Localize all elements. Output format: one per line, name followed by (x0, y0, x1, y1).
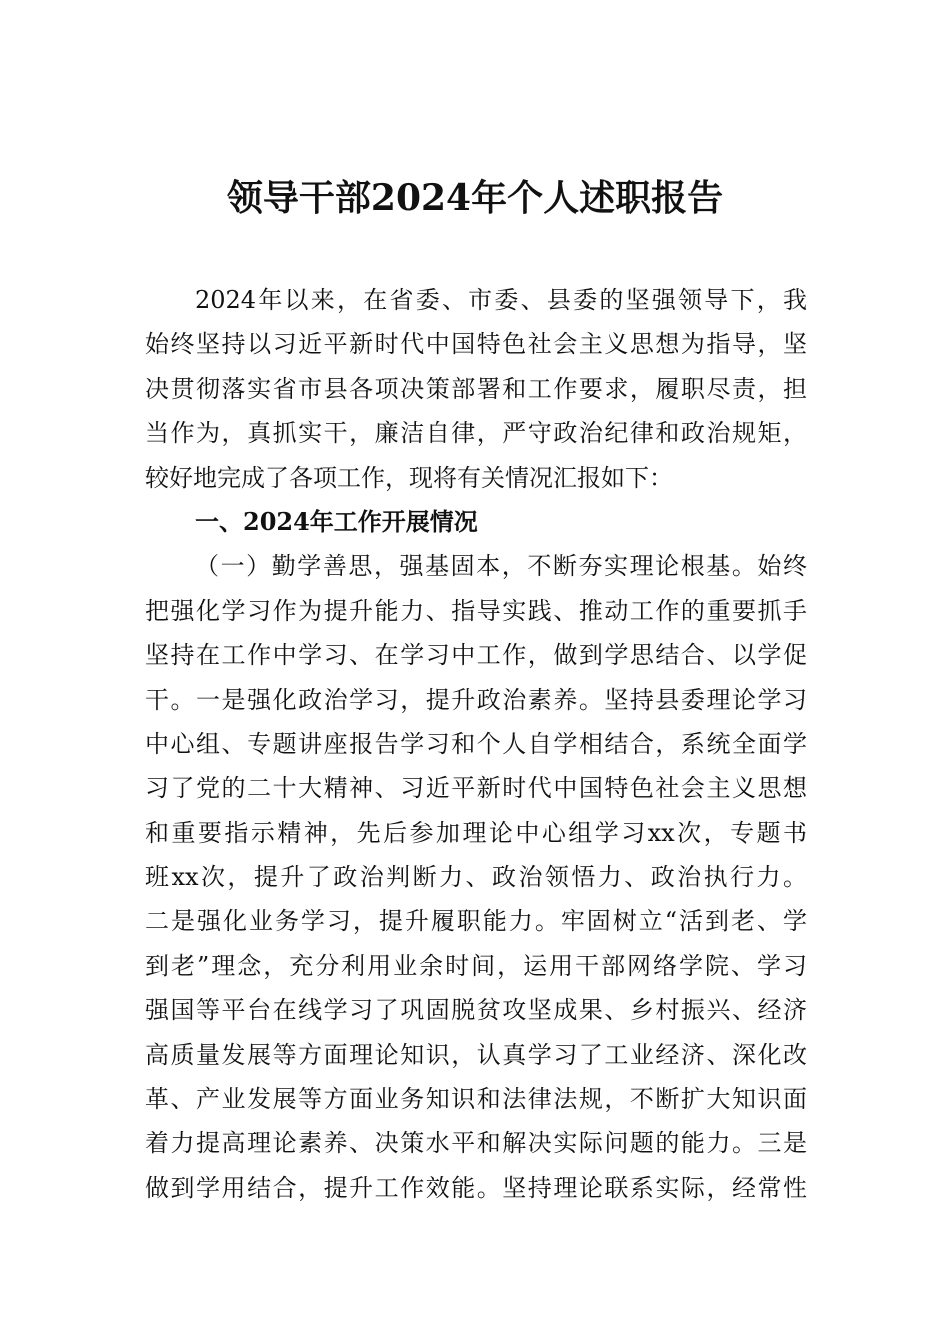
paragraph-line: 做到学用结合，提升工作效能。坚持理论联系实际，经常性 (145, 1173, 807, 1202)
paragraph-line: 2024年以来，在省委、市委、县委的坚强领导下，我 (195, 286, 807, 314)
paragraph-line: 高质量发展等方面理论知识，认真学习了工业经济、深化改 (145, 1040, 807, 1069)
paragraph-line: 到老”理念，充分利用业余时间，运用干部网络学院、学习 (145, 951, 807, 980)
paragraph-line: 强国等平台在线学习了巩固脱贫攻坚成果、乡村振兴、经济 (145, 996, 807, 1025)
paragraph-line: 二是强化业务学习，提升履职能力。牢固树立“活到老、学 (145, 907, 807, 936)
paragraph-line: 坚持在工作中学习、在学习中工作，做到学思结合、以学促 (145, 641, 807, 670)
paragraph-line: 习了党的二十大精神、习近平新时代中国特色社会主义思想 (145, 774, 807, 803)
paragraph-line: 决贯彻落实省市县各项决策部署和工作要求，履职尽责，担 (145, 374, 807, 403)
document-body (145, 278, 807, 1210)
paragraph-line: 较好地完成了各项工作，现将有关情况汇报如下： (145, 463, 673, 492)
paragraph-line: 着力提高理论素养、决策水平和解决实际问题的能力。三是 (145, 1129, 807, 1158)
document-title: 领导干部2024年个人述职报告 (226, 177, 724, 219)
paragraph-line: 当作为，真抓实干，廉洁自律，严守政治纪律和政治规矩， (145, 419, 807, 448)
paragraph-line: 中心组、专题讲座报告学习和个人自学相结合，系统全面学 (145, 729, 807, 758)
paragraph-line: （一）勤学善思，强基固本，不断夯实理论根基。始终 (195, 552, 807, 581)
paragraph-line: 始终坚持以习近平新时代中国特色社会主义思想为指导，坚 (145, 330, 807, 359)
paragraph-line: 和重要指示精神，先后参加理论中心组学习xx次，专题书 (145, 818, 807, 847)
paragraph-line: 干。一是强化政治学习，提升政治素养。坚持县委理论学习 (145, 685, 807, 714)
paragraph-line: 把强化学习作为提升能力、指导实践、推动工作的重要抓手 (145, 596, 807, 625)
paragraph-line: 革、产业发展等方面业务知识和法律法规，不断扩大知识面 (145, 1085, 807, 1114)
section-heading: 一、2024年工作开展情况 (195, 506, 478, 536)
paragraph-line: 班xx次，提升了政治判断力、政治领悟力、政治执行力。 (145, 863, 807, 892)
